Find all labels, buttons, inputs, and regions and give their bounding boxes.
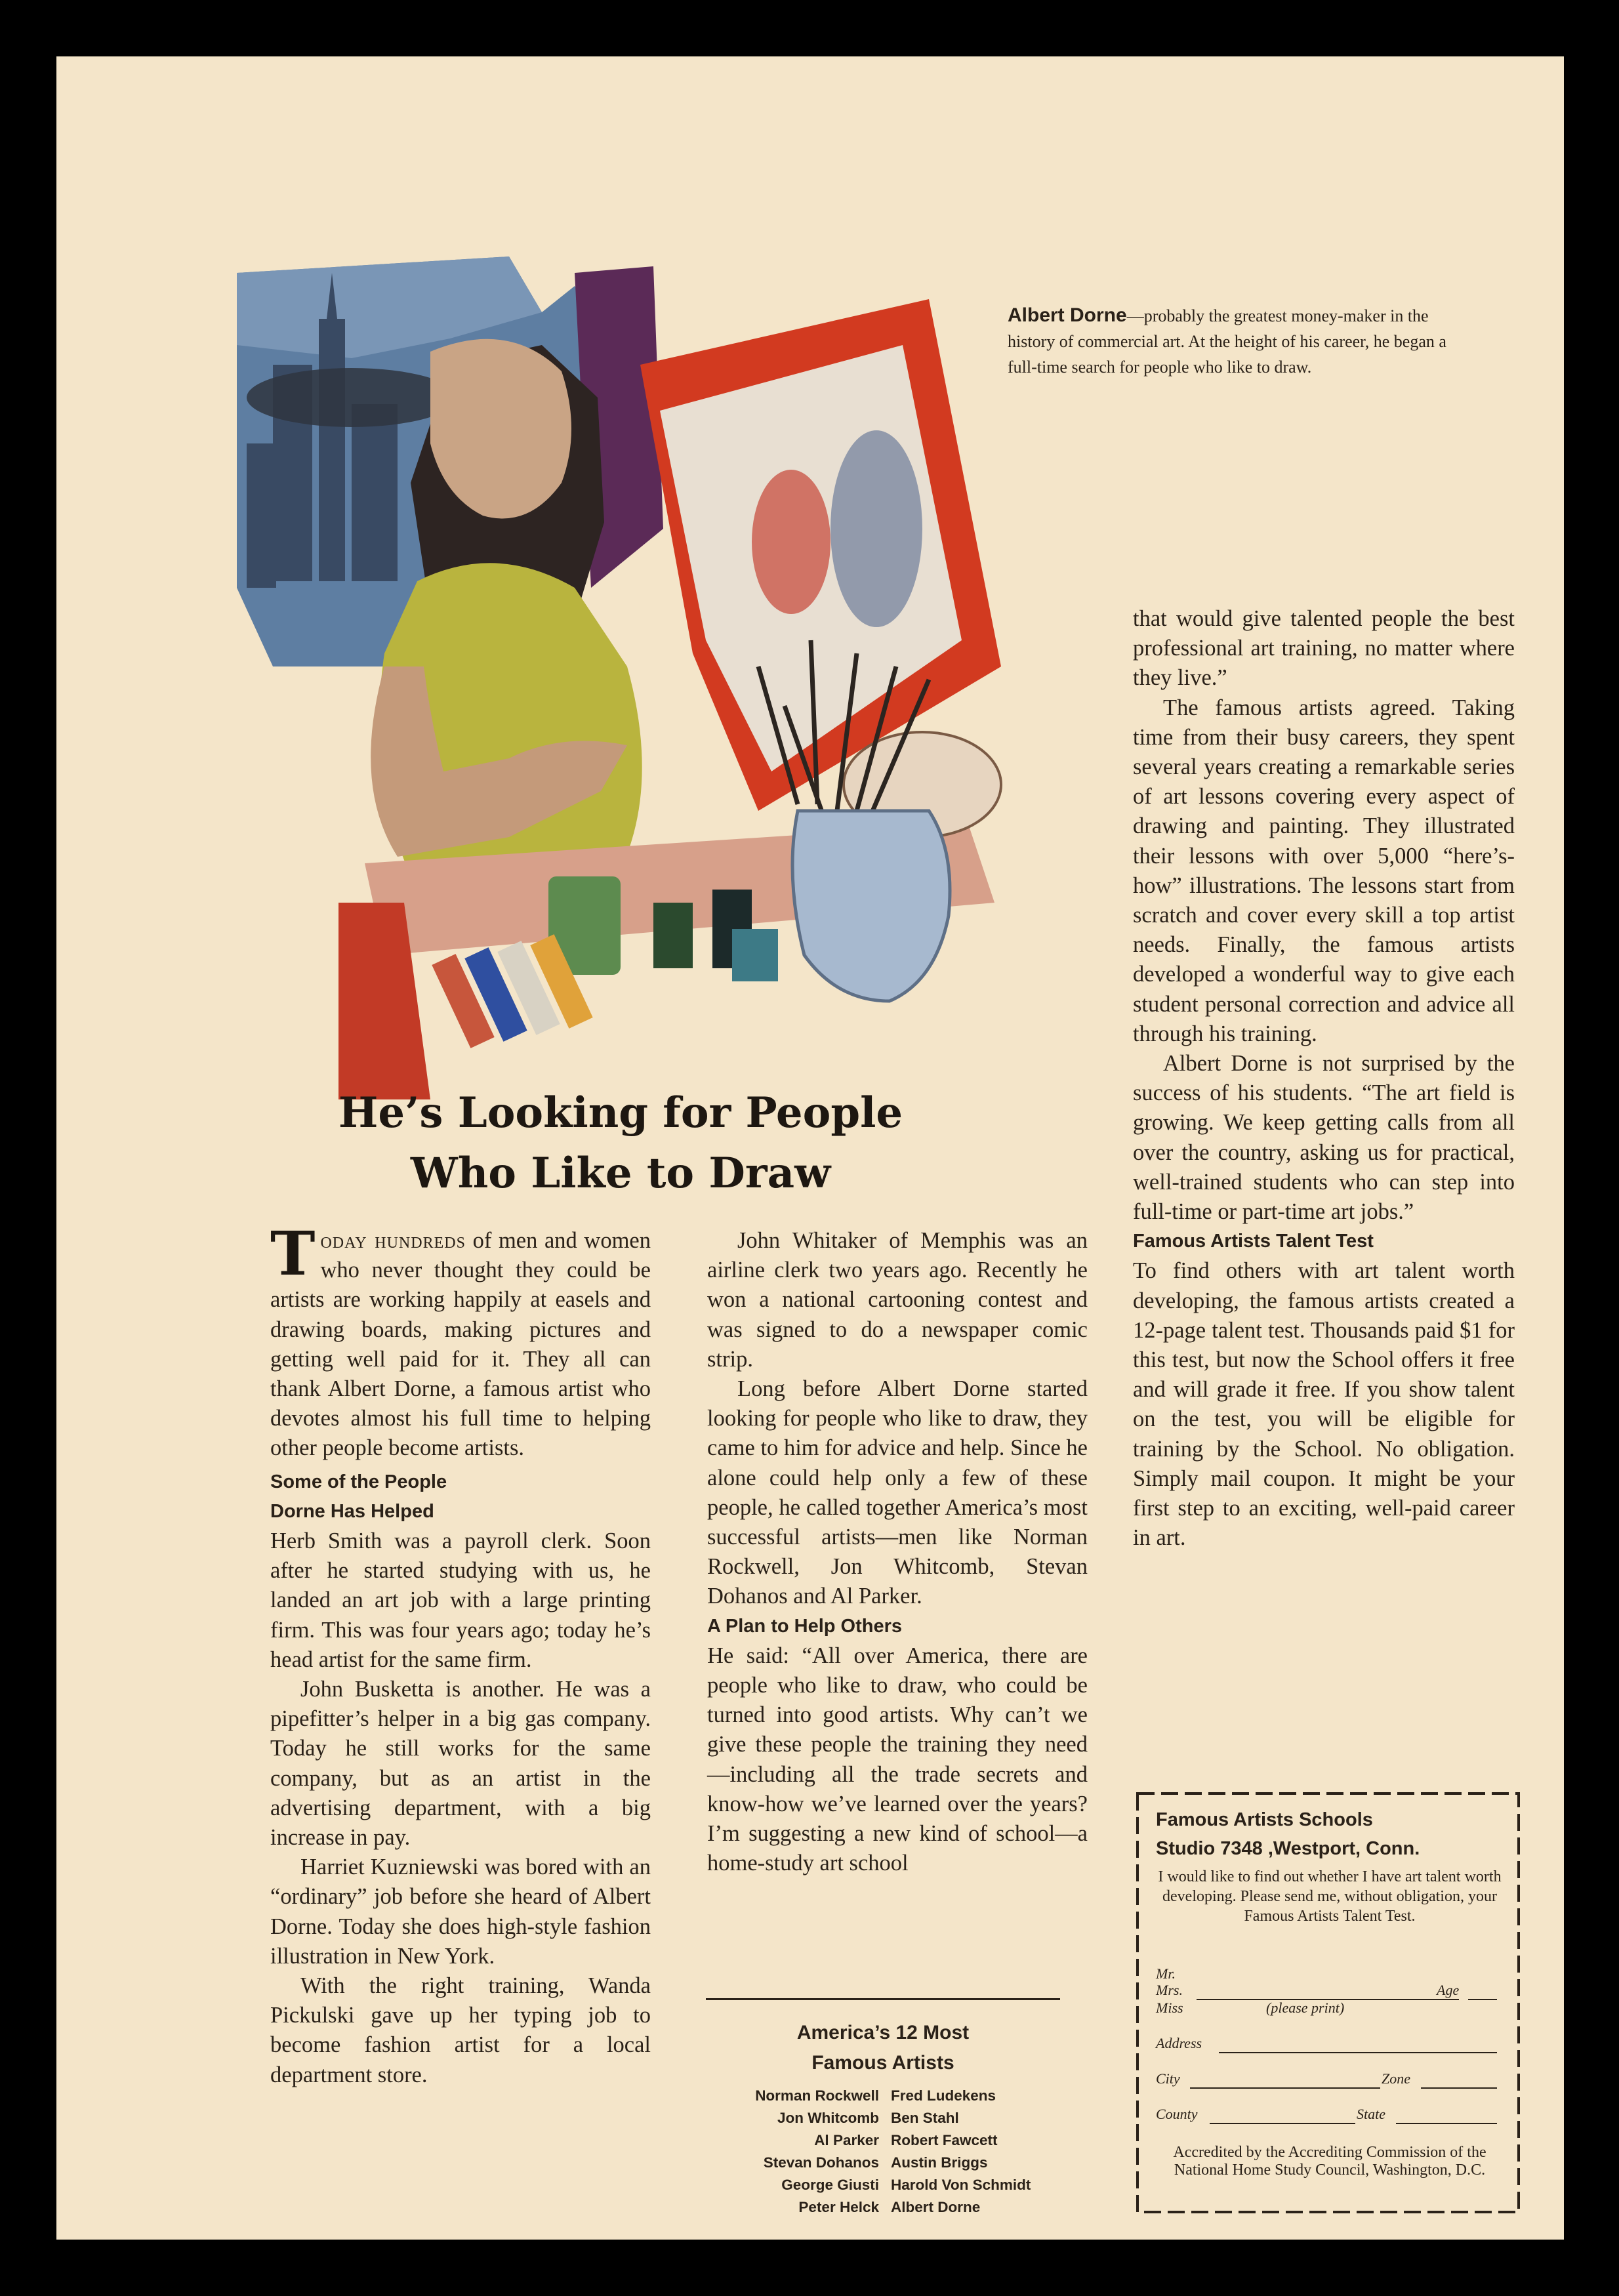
artist-row	[706, 2129, 1073, 2152]
paragraph: Herb Smith was a payroll clerk. Soon after he started studying with us, he landed an art job with a large printing firm. This was four years ago; today he’s head artist for the same firm.	[270, 1528, 651, 1672]
headline-line-2: Who Like to Draw	[410, 1149, 831, 1198]
mrs-label: Mrs.	[1156, 1982, 1183, 1998]
divider	[706, 1998, 1060, 2000]
zone-label: Zone	[1382, 2070, 1410, 2087]
text-column-3	[1133, 604, 1515, 1553]
county-label: County	[1156, 2106, 1198, 2122]
headline	[253, 1083, 988, 1204]
paragraph: To find others with art talent worth developing, the famous artists created a 12-page talent test. Thousands paid $1 for this test, but now the School offers it free and will grade it free. If you show talent on the test, you will be eligible for training by the School. No obligation. Simply mail coupon. It might be your first step to an exciting, well-paid career in art.	[1133, 1258, 1515, 1551]
artist-name: George Giusti	[781, 2177, 879, 2193]
state-line	[1396, 2123, 1497, 2124]
text-column-1	[270, 1218, 651, 2090]
intro-paragraph	[270, 1218, 651, 1464]
age-label: Age	[1437, 1982, 1460, 1998]
artists-list-title	[706, 2018, 1060, 2078]
county-line	[1210, 2123, 1355, 2124]
artists-title-line-1: America’s 12 Most	[796, 2022, 970, 2043]
subhead-dorne-helped: Dorne Has Helped	[270, 1500, 434, 1522]
artist-name: Jon Whitcomb	[777, 2110, 879, 2126]
artist-row	[706, 2174, 1073, 2196]
city-label: City	[1156, 2070, 1180, 2087]
miss-label: Miss	[1156, 1999, 1183, 2016]
state-label: State	[1357, 2106, 1385, 2122]
paragraph: With the right training, Wanda Pickulski gave up her typing job to become fashion artist for a local department store.	[270, 1973, 651, 2087]
coupon-title-line-1: Famous Artists Schools	[1156, 1809, 1373, 1830]
artist-illustration	[234, 247, 1126, 1099]
paragraph: Harriet Kuzniewski was bored with an “ordinary” job before she heard of Albert Dorne. Today she does high-style fashion illustration in New York.	[270, 1855, 651, 1969]
county-state-field[interactable]	[1156, 2106, 1497, 2128]
artist-name: Albert Dorne	[891, 2199, 981, 2215]
artist-row	[706, 2152, 1073, 2174]
portrait-caption	[1008, 302, 1467, 380]
subhead-talent-test: Famous Artists Talent Test	[1133, 1231, 1374, 1252]
artist-row	[706, 2085, 1073, 2107]
artist-name: Stevan Dohanos	[763, 2154, 879, 2171]
miss-field[interactable]	[1156, 1999, 1497, 2022]
artist-name: Ben Stahl	[891, 2110, 959, 2126]
address-field[interactable]	[1156, 2035, 1497, 2057]
mr-label: Mr.	[1156, 1965, 1176, 1982]
artist-name: Robert Fawcett	[891, 2132, 998, 2148]
artist-name: Fred Ludekens	[891, 2087, 996, 2104]
intro-lead: oday hundreds	[320, 1228, 466, 1253]
artists-list	[706, 2085, 1073, 2219]
paragraph: The famous artists agreed. Taking time from their busy careers, they spent several years creating a remarkable series of art lessons covering every aspect of drawing and painting. They illustrated their lessons with over 5,000 “here’s-how” illustrations. The lessons start from scratch and cover every skill a top artist needs. Finally, the famous artists developed a wonderful way to give each student personal correction and advice all through his training.	[1133, 695, 1515, 1046]
coupon-title	[1134, 1805, 1523, 1863]
artist-name: Austin Briggs	[891, 2154, 988, 2171]
text-column-2	[707, 1226, 1088, 1878]
mail-coupon[interactable]	[1134, 1790, 1523, 2216]
paragraph: John Whitaker of Memphis was an airline clerk two years ago. Recently he won a national cartooning contest and was signed to do a newspaper comic strip.	[707, 1228, 1088, 1372]
paragraph: John Busketta is another. He was a pipefitter’s helper in a big gas company. Today he still works for the same company, but as an artist in the advertising department, with a big increase in pay.	[270, 1677, 651, 1851]
coupon-address-line: Studio 7348 ,Westport, Conn.	[1156, 1838, 1420, 1859]
drop-cap: T	[270, 1218, 316, 1289]
city-line	[1190, 2087, 1380, 2089]
coupon-request-text: I would like to find out whether I have art talent worth developing. Please send me, without obligation, your Famous Artists Talent Test.	[1158, 1868, 1502, 1925]
artist-row	[706, 2107, 1073, 2129]
paragraph: Albert Dorne is not surprised by the success of his students. “The art field is growing. We keep getting calls from all over the country, asking us for practical, well-trained students who can step into full-time or part-time art jobs.”	[1133, 1051, 1515, 1225]
intro-text: of men and women who never thought they could be artists are working happily at easels and drawing boards, making pictures and getting well paid for it. They all can thank Albert Dorne, a famous artist who devotes almost his full time to helping other people become artists.	[270, 1228, 651, 1461]
artist-name: Peter Helck	[798, 2199, 879, 2215]
subhead-some-people: Some of the People	[270, 1471, 447, 1492]
city-zone-field[interactable]	[1156, 2070, 1497, 2093]
address-line	[1219, 2052, 1497, 2053]
subhead-plan: A Plan to Help Others	[707, 1615, 903, 1637]
artist-row	[706, 2196, 1073, 2219]
headline-line-1: He’s Looking for People	[338, 1088, 903, 1138]
paragraph: that would give talented people the best professional art training, no matter where they live.”	[1133, 606, 1515, 691]
accreditation-text: Accredited by the Accrediting Commission of the National Home Study Council, Washington, D.C.	[1173, 2144, 1486, 2179]
paragraph: Long before Albert Dorne started looking for people who like to draw, they came to him for advice and help. Since he alone could help only a few of these people, he called together America’s most successful artists—men like Norman Rockwell, Jon Whitcomb, Stevan Dohanos and Al Parker.	[707, 1376, 1088, 1609]
paragraph: He said: “All over America, there are people who like to draw, who could be turned into good artists. Why can’t we give these people the training they need—including all the trade secrets and know-how we’ve learned over the years? I’m suggesting a new kind of school—a home-study art school	[707, 1643, 1088, 1876]
artist-name: Harold Von Schmidt	[891, 2177, 1031, 2193]
caption-name: Albert Dorne	[1008, 304, 1127, 326]
artist-name: Al Parker	[814, 2132, 879, 2148]
zone-line	[1421, 2087, 1497, 2089]
magazine-page	[56, 56, 1564, 2240]
artists-title-line-2: Famous Artists	[811, 2052, 954, 2074]
print-note: (please print)	[1266, 1999, 1345, 2016]
artist-name: Norman Rockwell	[755, 2087, 879, 2104]
address-label: Address	[1156, 2035, 1202, 2051]
caption-text: —probably the greatest money-maker in the history of commercial art. At the height of his career, he began a full-time search for people who like to draw.	[1008, 306, 1446, 377]
